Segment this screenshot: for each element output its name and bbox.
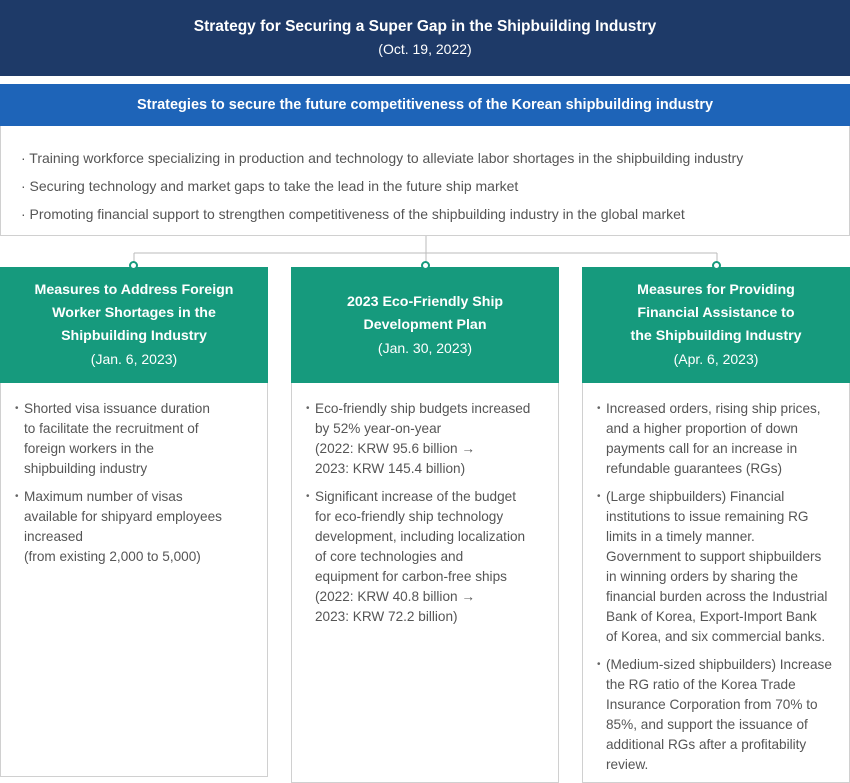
main-header	[0, 0, 850, 76]
column-body	[582, 383, 850, 783]
list-item: • Maximum number of visas available for shipyard employees increased (from existing 2,000 to 5,000)	[15, 487, 261, 567]
list-item: • (Large shipbuilders) Financial institutions to issue remaining RG limits in a timely manner. Government to support shipbuilders in winning orders by sharing the financial burden across the Industrial Bank of Korea, Export-Import Bank of Korea, and six commercial banks.	[597, 487, 843, 647]
column-date: (Apr. 6, 2023)	[673, 351, 759, 367]
column-body	[0, 383, 268, 777]
column-title-line: Development Plan	[363, 316, 487, 333]
list-item: • Shorted visa issuance duration to facilitate the recruitment of foreign workers in the shipbuilding industry	[15, 399, 261, 479]
strategies-box	[0, 126, 850, 236]
list-item: • (Medium-sized shipbuilders) Increase the RG ratio of the Korea Trade Insurance Corporation from 70% to 85%, and support the issuance of additional RGs after a profitability review.	[597, 655, 843, 775]
connector-dot	[712, 261, 721, 270]
column-body	[291, 383, 559, 783]
column-title-line: 2023 Eco-Friendly Ship	[346, 293, 504, 310]
list-item: • Eco-friendly ship budgets increased by 52% year-on-year (2022: KRW 95.6 billion → 2023: KRW 145.4 billion)	[306, 399, 552, 479]
column-title-line: Measures for Providing	[637, 282, 795, 298]
connector-dot	[129, 261, 138, 270]
column-header	[291, 267, 559, 383]
strategy-item: · Promoting financial support to strengthen competitiveness of the shipbuilding industry in the global market	[21, 206, 685, 222]
column-date: (Jan. 6, 2023)	[90, 351, 178, 367]
column-title-line: Shipbuilding Industry	[61, 328, 207, 344]
strategy-item: · Securing technology and market gaps to take the lead in the future ship market	[21, 178, 519, 194]
connector-dot	[421, 261, 430, 270]
main-date: (Oct. 19, 2022)	[378, 41, 472, 57]
list-item: • Significant increase of the budget for eco-friendly ship technology development, including localization of core technologies and equipment for carbon-free ships (2022: KRW 40.8 billion → 2023: KRW 72.2 billion)	[306, 487, 552, 627]
strategies-header: Strategies to secure the future competitiveness of the Korean shipbuilding industry	[0, 84, 850, 126]
list-item: • Increased orders, rising ship prices, and a higher proportion of down payments call for an increase in refundable guarantees (RGs)	[597, 399, 843, 479]
column-title-line: Worker Shortages in the	[52, 305, 216, 321]
column-header	[0, 267, 268, 383]
main-title: Strategy for Securing a Super Gap in the Shipbuilding Industry	[193, 18, 657, 35]
column-title-line: Financial Assistance to	[637, 305, 795, 321]
column-header	[582, 267, 850, 383]
column-title-line: Measures to Address Foreign	[34, 282, 234, 298]
column-date: (Jan. 30, 2023)	[377, 339, 473, 356]
column-title-line: the Shipbuilding Industry	[630, 328, 802, 344]
strategy-item: · Training workforce specializing in production and technology to alleviate labor shortages in the shipbuilding industry	[21, 150, 744, 166]
